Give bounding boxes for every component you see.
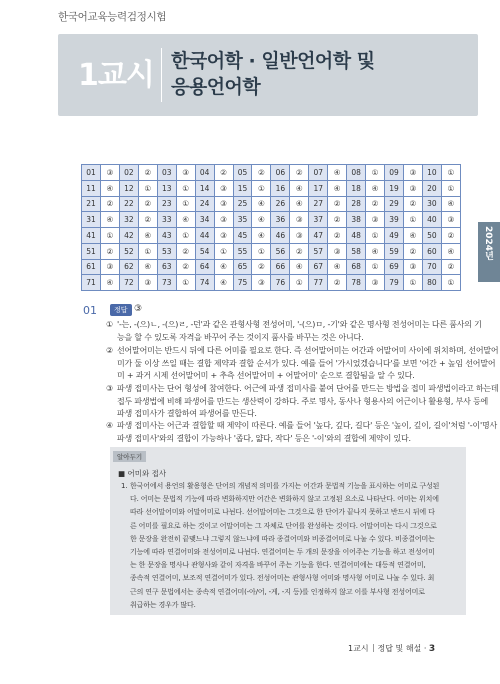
- session-title-line2: 응용언어학: [171, 76, 261, 98]
- answer-cell: ②: [252, 165, 271, 181]
- question-number-cell: 24: [195, 196, 214, 212]
- question-number-cell: 79: [385, 275, 404, 291]
- session-title: [171, 48, 375, 100]
- question-number-cell: 21: [82, 196, 101, 212]
- correct-answer: ③: [134, 304, 143, 314]
- question-number-cell: 75: [233, 275, 252, 291]
- question-number-cell: 73: [157, 275, 176, 291]
- answer-cell: ③: [403, 259, 422, 275]
- question-number: 01: [83, 304, 97, 317]
- tip-line: 종속적 연결어미, 보조적 연결어미가 있다. 전성어미는 관형사형 어미와 명사형 어미로 나눌 수 있다. 최: [130, 574, 435, 583]
- question-number-cell: 59: [385, 243, 404, 259]
- answer-cell: ①: [366, 228, 385, 244]
- explanation-marker: ②: [106, 346, 113, 355]
- answer-cell: ①: [252, 243, 271, 259]
- tip-line: 는 한 문장을 명사나 관형사와 같이 자격을 바꾸어 주는 기능을 한다. 연결어미에는 대등적 연결어미,: [130, 561, 426, 570]
- tip-subtitle: ■ 어미와 접사: [118, 469, 167, 478]
- explanation-line: 접두 파생법에 비해 파생어를 만드는 생산력이 강하다. 주로 명사, 동사나 형용사의 어근이나 활용형, 부사 등에: [117, 396, 489, 406]
- answer-cell: ③: [214, 228, 233, 244]
- footer-session: 1교시: [348, 644, 369, 653]
- tip-text: [121, 480, 461, 612]
- answer-cell: ③: [403, 180, 422, 196]
- answer-cell: ③: [138, 275, 157, 291]
- question-number-cell: 63: [157, 259, 176, 275]
- answer-cell: ①: [403, 212, 422, 228]
- explanation-line: 능을 할 수 있도록 자격을 바꾸어 주는 것이지 품사를 바꾸는 것은 아니다.: [117, 332, 364, 342]
- answer-cell: ②: [441, 259, 460, 275]
- question-number-cell: 72: [119, 275, 138, 291]
- question-number-cell: 36: [271, 212, 290, 228]
- question-number-cell: 07: [309, 165, 328, 181]
- question-number-cell: 31: [82, 212, 101, 228]
- answer-cell: ①: [290, 275, 309, 291]
- question-number-cell: 68: [347, 259, 366, 275]
- answer-cell: ③: [328, 243, 347, 259]
- question-number-cell: 41: [82, 228, 101, 244]
- question-number-cell: 69: [385, 259, 404, 275]
- answer-row: [82, 180, 461, 196]
- answer-cell: ②: [176, 259, 195, 275]
- answer-cell: ①: [441, 275, 460, 291]
- answer-cell: ①: [176, 275, 195, 291]
- answer-cell: ④: [403, 228, 422, 244]
- question-number-cell: 13: [157, 180, 176, 196]
- question-number-cell: 66: [271, 259, 290, 275]
- question-number-cell: 20: [422, 180, 441, 196]
- answer-cell: ②: [138, 212, 157, 228]
- question-number-cell: 39: [385, 212, 404, 228]
- question-number-cell: 08: [347, 165, 366, 181]
- explanation-3: [106, 383, 499, 421]
- answer-cell: ④: [328, 180, 347, 196]
- answer-cell: ②: [252, 259, 271, 275]
- answer-cell: ③: [176, 165, 195, 181]
- explanation-line: 선어말어미는 반드시 뒤에 다른 어미를 필요로 한다. 즉 선어말어미는 어간과 어말어미 사이에 위치하며, 선어말어: [117, 346, 499, 355]
- answer-cell: ①: [441, 180, 460, 196]
- answer-cell: ③: [100, 259, 119, 275]
- answer-cell: ①: [176, 228, 195, 244]
- question-number-cell: 50: [422, 228, 441, 244]
- answer-row: [82, 228, 461, 244]
- question-number-cell: 18: [347, 180, 366, 196]
- page-number: 3: [428, 644, 436, 654]
- tip-line: 취급하는 경우가 많다.: [130, 600, 196, 609]
- question-number-cell: 12: [119, 180, 138, 196]
- explanation-line: 파생 접미사는 어근과 결합할 때 제약이 따른다. 예를 들어 '높다, 깊다, 길다' 등은 '높이, 깊이, 길이'처럼 '-이'명사: [117, 421, 498, 430]
- question-number-cell: 23: [157, 196, 176, 212]
- answer-cell: ④: [214, 259, 233, 275]
- answer-cell: ④: [328, 165, 347, 181]
- answer-cell: ④: [328, 259, 347, 275]
- answer-cell: ②: [328, 228, 347, 244]
- answer-cell: ④: [138, 259, 157, 275]
- answer-cell: ③: [100, 165, 119, 181]
- question-number-cell: 25: [233, 196, 252, 212]
- explanation-line: 미가 둘 이상 쓰일 때는 결합 제약과 결합 순서가 있다. 예를 들어 '가시었겠습니다'를 보면 '어간 + 높임 선어말어: [117, 358, 496, 368]
- explanation-line: 파생 접미사'와의 결합이 가능하나 '좁다, 얇다, 작다' 등은 '-이'와의 결합에 제약이 있다.: [117, 433, 411, 443]
- answer-cell: ④: [176, 212, 195, 228]
- answer-cell: ①: [176, 180, 195, 196]
- answer-cell: ③: [214, 196, 233, 212]
- tip-line: 른 어미를 필요로 하는 것이고 어말어미는 그 자체로 단어를 완성하는 것이다. 어말어미는 다시 그것으로: [130, 521, 437, 530]
- question-number-cell: 35: [233, 212, 252, 228]
- question-number-cell: 15: [233, 180, 252, 196]
- exam-name: 한국어교육능력검정시험: [58, 11, 167, 23]
- page-footer: 1교시 정답 및 해설 · 3: [348, 644, 436, 654]
- session-title-line1: 한국어학 · 일반언어학 및: [171, 50, 375, 72]
- question-number-cell: 54: [195, 243, 214, 259]
- answer-cell: ④: [100, 212, 119, 228]
- answer-cell: ③: [290, 212, 309, 228]
- answer-cell: ④: [366, 243, 385, 259]
- question-number-cell: 26: [271, 196, 290, 212]
- answer-cell: ①: [441, 165, 460, 181]
- answer-cell: ③: [366, 212, 385, 228]
- answer-cell: ②: [290, 165, 309, 181]
- answer-tag: 정답: [110, 304, 132, 316]
- answer-cell: ②: [138, 165, 157, 181]
- question-number-cell: 52: [119, 243, 138, 259]
- question-number-cell: 71: [82, 275, 101, 291]
- question-number-cell: 53: [157, 243, 176, 259]
- answer-row: [82, 259, 461, 275]
- question-number-cell: 51: [82, 243, 101, 259]
- question-number-cell: 46: [271, 228, 290, 244]
- answer-cell: ②: [328, 275, 347, 291]
- answer-cell: ②: [138, 196, 157, 212]
- question-number-cell: 04: [195, 165, 214, 181]
- question-number-cell: 40: [422, 212, 441, 228]
- session-label: 1교시: [78, 58, 154, 93]
- answer-cell: ④: [252, 212, 271, 228]
- question-number-cell: 27: [309, 196, 328, 212]
- tip-line: 한 문장을 완전히 끝맺느냐 그렇지 않느냐에 따라 종결어미와 비종결어미로 나눌 수 있다. 비종결어미는: [130, 534, 435, 543]
- answer-cell: ①: [366, 259, 385, 275]
- answer-cell: ④: [138, 228, 157, 244]
- question-number-cell: 02: [119, 165, 138, 181]
- question-number-cell: 80: [422, 275, 441, 291]
- question-number-cell: 38: [347, 212, 366, 228]
- question-number-cell: 16: [271, 180, 290, 196]
- question-number-cell: 32: [119, 212, 138, 228]
- question-number-cell: 42: [119, 228, 138, 244]
- tip-tag: 알아두기: [113, 451, 146, 462]
- answer-cell: ②: [441, 228, 460, 244]
- answer-cell: ④: [441, 196, 460, 212]
- question-number-cell: 44: [195, 228, 214, 244]
- question-number-cell: 14: [195, 180, 214, 196]
- explanation-line: '-는, -(으)ㄴ, -(으)ㄹ, -던'과 같은 관형사형 전성어미, '-(으)ㅁ, -기'와 같은 명사형 전성어미는 다른 품사의 기: [117, 320, 482, 329]
- question-number-cell: 78: [347, 275, 366, 291]
- question-number-cell: 74: [195, 275, 214, 291]
- question-number-cell: 65: [233, 259, 252, 275]
- answer-cell: ①: [366, 165, 385, 181]
- question-number-cell: 76: [271, 275, 290, 291]
- answer-cell: ④: [100, 180, 119, 196]
- answer-row: [82, 165, 461, 181]
- question-number-cell: 19: [385, 180, 404, 196]
- answer-cell: ②: [366, 196, 385, 212]
- question-number-cell: 61: [82, 259, 101, 275]
- explanation-marker: ④: [106, 421, 113, 430]
- question-number-cell: 67: [309, 259, 328, 275]
- tip-marker: 1.: [121, 482, 128, 490]
- answer-cell: ④: [290, 180, 309, 196]
- explanation-4: [106, 420, 498, 445]
- answer-cell: ①: [138, 180, 157, 196]
- question-number-cell: 09: [385, 165, 404, 181]
- question-number-cell: 10: [422, 165, 441, 181]
- answer-cell: ①: [214, 243, 233, 259]
- answer-row: [82, 275, 461, 291]
- explanation-2: [106, 345, 499, 383]
- answer-cell: ③: [441, 212, 460, 228]
- question-number-cell: 28: [347, 196, 366, 212]
- answer-cell: ④: [441, 243, 460, 259]
- question-number-cell: 37: [309, 212, 328, 228]
- answer-cell: ②: [328, 212, 347, 228]
- question-number-cell: 29: [385, 196, 404, 212]
- question-number-cell: 57: [309, 243, 328, 259]
- question-number-cell: 77: [309, 275, 328, 291]
- tip-line: 한국어에서 용언의 활용형은 단어의 개념적 의미를 가지는 어간과 문법적 기능을 표시하는 어미로 구성된: [130, 482, 440, 490]
- answer-row: [82, 212, 461, 228]
- answer-cell: ③: [214, 212, 233, 228]
- answer-cell: ④: [290, 196, 309, 212]
- question-number-cell: 55: [233, 243, 252, 259]
- explanation-line: 파생 접미사는 단어 형성에 참여한다. 어근에 파생 접미사를 붙여 단어를 만드는 방법을 접미 파생법이라고 하는데: [117, 384, 499, 393]
- question-number-cell: 01: [82, 165, 101, 181]
- answer-cell: ②: [328, 196, 347, 212]
- question-number-cell: 45: [233, 228, 252, 244]
- question-number-cell: 62: [119, 259, 138, 275]
- answer-cell: ②: [403, 196, 422, 212]
- answer-row: [82, 196, 461, 212]
- answer-cell: ①: [138, 243, 157, 259]
- answer-cell: ④: [290, 259, 309, 275]
- question-number-cell: 47: [309, 228, 328, 244]
- answer-cell: ②: [176, 243, 195, 259]
- footer-separator: [373, 644, 374, 652]
- year-tab: [478, 222, 500, 282]
- tip-line: 근의 연구 문법에서는 종속적 연결어미(-아/어, -게, -지 등)를 인정하지 않고 이를 부사형 전성어미로: [130, 587, 425, 596]
- tip-line: 다. 어미는 문법적 기능에 따라 변화하지만 어간은 변화하지 않고 고정된 요소로 나타난다. 어미는 위치에: [130, 495, 439, 504]
- answer-cell: ①: [252, 180, 271, 196]
- question-number-cell: 03: [157, 165, 176, 181]
- question-number-cell: 49: [385, 228, 404, 244]
- answer-cell: ③: [403, 165, 422, 181]
- question-number-cell: 05: [233, 165, 252, 181]
- question-number-cell: 64: [195, 259, 214, 275]
- answer-cell: ①: [403, 275, 422, 291]
- question-number-cell: 22: [119, 196, 138, 212]
- question-number-cell: 43: [157, 228, 176, 244]
- tip-line: 기능에 따라 연결어미와 전성어미로 나뉜다. 연결어미는 두 개의 문장을 이어주는 기능을 하고 전성어미: [130, 548, 435, 557]
- explanation-line: 파생 접미사가 결합하여 파생어를 만든다.: [117, 409, 257, 418]
- tip-line: 따라 선어말어미와 어말어미로 나뉜다. 선어말어미는 그것으로 한 단어가 끝나지 못하고 반드시 뒤에 다: [130, 508, 435, 517]
- answer-cell: ④: [252, 228, 271, 244]
- answer-cell: ③: [214, 180, 233, 196]
- session-header: [58, 34, 478, 116]
- explanation-1: [106, 319, 482, 344]
- answer-cell: ③: [366, 275, 385, 291]
- question-number-cell: 58: [347, 243, 366, 259]
- answer-cell: ③: [290, 228, 309, 244]
- answer-cell: ③: [252, 275, 271, 291]
- answer-row: [82, 243, 461, 259]
- answer-key-table: [81, 164, 461, 291]
- answer-cell: ①: [176, 196, 195, 212]
- question-number-cell: 06: [271, 165, 290, 181]
- question-number-cell: 34: [195, 212, 214, 228]
- answer-cell: ②: [214, 165, 233, 181]
- answer-cell: ④: [100, 275, 119, 291]
- footer-section: 정답 및 해설: [377, 644, 422, 653]
- answer-cell: ①: [100, 228, 119, 244]
- answer-cell: ②: [403, 243, 422, 259]
- question-number-cell: 11: [82, 180, 101, 196]
- explanation-marker: ③: [106, 384, 113, 393]
- answer-cell: ④: [252, 196, 271, 212]
- answer-cell: ④: [214, 275, 233, 291]
- question-number-cell: 60: [422, 243, 441, 259]
- explanation-marker: ①: [106, 320, 113, 329]
- question-number-cell: 48: [347, 228, 366, 244]
- question-number-cell: 70: [422, 259, 441, 275]
- answer-cell: ②: [100, 196, 119, 212]
- answer-cell: ②: [100, 243, 119, 259]
- question-number-cell: 56: [271, 243, 290, 259]
- header-divider: [161, 48, 162, 102]
- answer-cell: ②: [290, 243, 309, 259]
- question-number-cell: 17: [309, 180, 328, 196]
- answer-cell: ④: [366, 180, 385, 196]
- explanation-line: 미 + 과거 시제 선어말어미 + 추측 선어말어미 + 어말어미' 순으로 결합됨을 알 수 있다.: [117, 371, 415, 380]
- question-number-cell: 33: [157, 212, 176, 228]
- year-tab-label: 2024년: [483, 226, 493, 261]
- question-number-cell: 30: [422, 196, 441, 212]
